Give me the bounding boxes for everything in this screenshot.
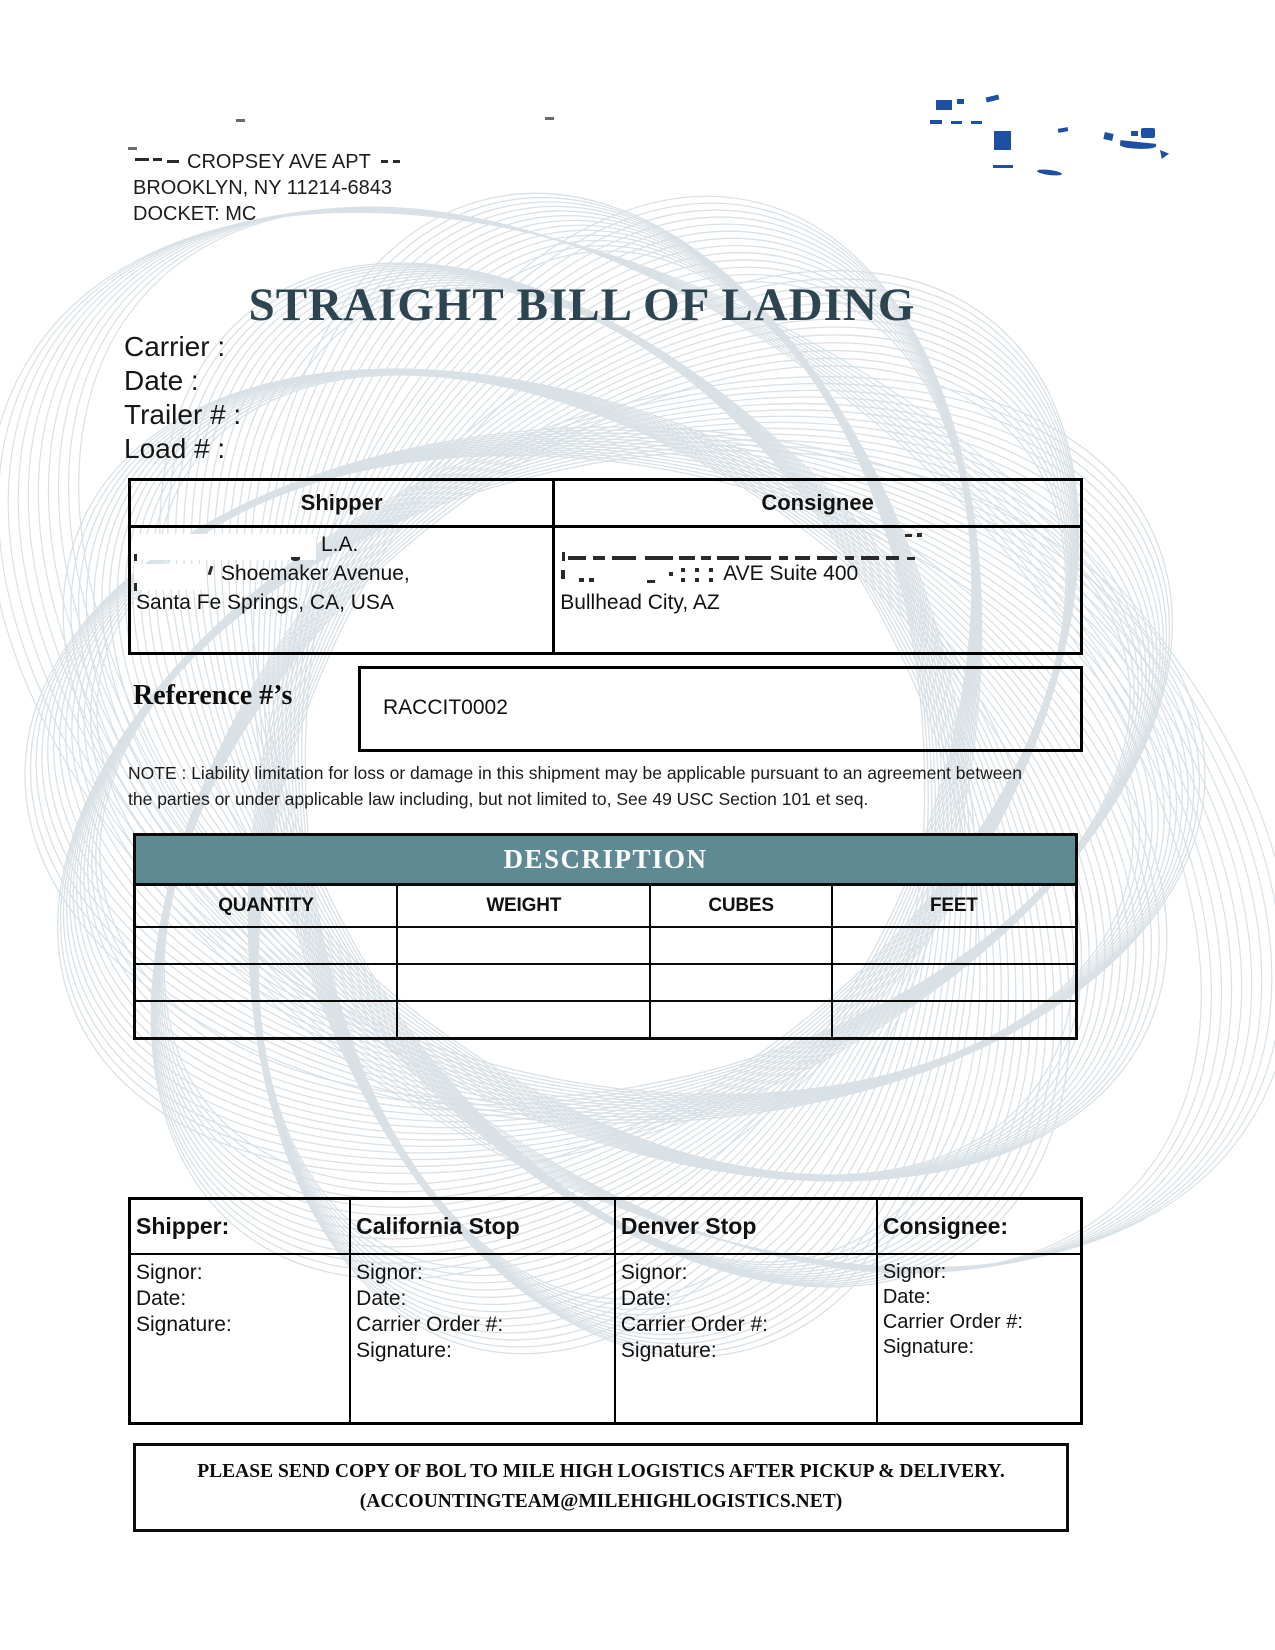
signature-header-shipper: Shipper: bbox=[131, 1200, 351, 1255]
address-line-2: BROOKLYN, NY 11214-6843 bbox=[133, 177, 393, 199]
consignee-address-cell bbox=[555, 528, 1080, 652]
footer-line-2: (ACCOUNTINGTEAM@MILEHIGHLOGISTICS.NET) bbox=[359, 1491, 843, 1512]
consignee-line2-visible: AVE Suite 400 bbox=[723, 562, 859, 585]
description-empty-row bbox=[136, 965, 1075, 1002]
cubes-column-header: CUBES bbox=[651, 886, 832, 928]
description-table-title: DESCRIPTION bbox=[136, 836, 1075, 886]
signature-header-consignee: Consignee: bbox=[878, 1200, 1080, 1255]
signature-cell-consignee: Signor: Date: Carrier Order #: Signature: bbox=[882, 1261, 1023, 1358]
parties-table bbox=[128, 478, 1083, 655]
redacted-apt-number bbox=[371, 148, 405, 168]
signature-header-denver-stop: Denver Stop bbox=[616, 1200, 878, 1255]
footer-notice bbox=[133, 1443, 1069, 1532]
reference-label: Reference #’s bbox=[133, 680, 293, 711]
document-title: STRAIGHT BILL OF LADING bbox=[248, 279, 916, 331]
shipper-line3: Santa Fe Springs, CA, USA bbox=[136, 591, 394, 614]
signature-cell-california-stop: Signor: Date: Carrier Order #: Signature: bbox=[351, 1255, 616, 1422]
footer-line-1: PLEASE SEND COPY OF BOL TO MILE HIGH LOGISTICS AFTER PICKUP & DELIVERY. bbox=[197, 1461, 1005, 1482]
description-empty-row bbox=[136, 928, 1075, 965]
shipment-fields bbox=[124, 330, 241, 466]
shipper-line2-visible: Shoemaker Avenue, bbox=[221, 562, 410, 585]
signature-table bbox=[128, 1197, 1083, 1425]
reference-value: RACCIT0002 bbox=[383, 696, 508, 719]
weight-column-header: WEIGHT bbox=[398, 886, 652, 928]
address-line-3: DOCKET: MC bbox=[133, 203, 257, 225]
quantity-column-header: QUANTITY bbox=[136, 886, 398, 928]
liability-note: NOTE : Liability limitation for loss or damage in this shipment may be applicable pursuant to an agreement between the parties or under applicable law including, but not limited to, See 49 USC Section 101 et seq. bbox=[128, 763, 1022, 809]
shipper-column-header: Shipper bbox=[131, 481, 555, 528]
consignee-line3: Bullhead City, AZ bbox=[560, 591, 720, 614]
feet-column-header: FEET bbox=[833, 886, 1075, 928]
signature-cell-shipper: Signor: Date: Signature: bbox=[131, 1255, 351, 1422]
description-table-headers bbox=[136, 886, 1075, 928]
signature-header-california-stop: California Stop bbox=[351, 1200, 616, 1255]
date-field-label: Date : bbox=[124, 365, 199, 396]
letterhead-address bbox=[133, 148, 405, 227]
reference-box bbox=[358, 666, 1083, 752]
trailer-field-label: Trailer # : bbox=[124, 399, 242, 430]
consignee-column-header: Consignee bbox=[555, 481, 1080, 528]
signature-cell-denver-stop: Signor: Date: Carrier Order #: Signature: bbox=[616, 1255, 878, 1422]
carrier-field-label: Carrier : bbox=[124, 331, 226, 362]
description-empty-row bbox=[136, 1002, 1075, 1037]
load-field-label: Load # : bbox=[124, 433, 226, 464]
description-table bbox=[133, 833, 1078, 1040]
shipper-line1-visible: L.A. bbox=[321, 533, 359, 556]
redacted-street-number bbox=[133, 148, 187, 168]
address-line-1: CROPSEY AVE APT bbox=[133, 148, 405, 175]
shipper-address-cell bbox=[131, 528, 555, 652]
